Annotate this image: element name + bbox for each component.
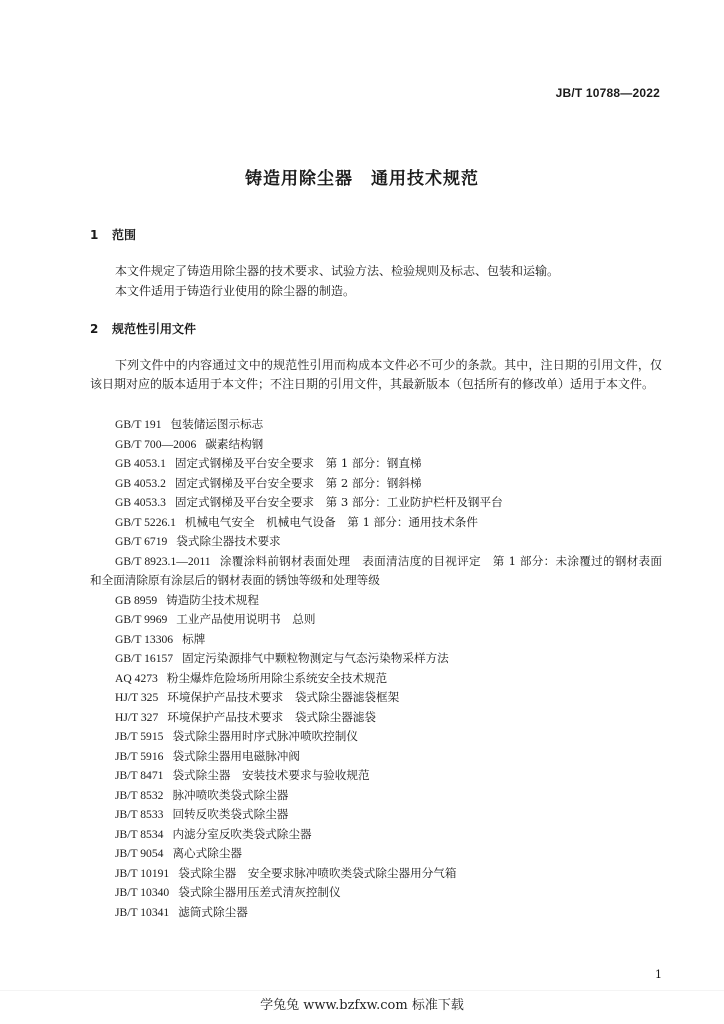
reference-code: JB/T 10341 <box>115 905 170 919</box>
reference-title: 袋式除尘器技术要求 <box>176 534 281 548</box>
reference-title: 固定污染源排气中颗粒物测定与气态污染物采样方法 <box>182 651 449 665</box>
reference-title: 标牌 <box>182 631 206 646</box>
reference-item <box>90 649 662 669</box>
reference-code: GB/T 13306 <box>115 632 174 646</box>
reference-title: 固定式钢梯及平台安全要求 第 1 部分：钢直梯 <box>174 456 422 470</box>
reference-code: GB/T 16157 <box>115 652 174 665</box>
reference-item <box>90 532 662 552</box>
section-1-number: 1 <box>90 228 99 242</box>
reference-title: 涂覆涂料前钢材表面处理 表面清洁度的目视评定 第 1 部分：未涂覆过的钢材表面和全面清除原有涂层后的钢材表面的锈蚀等级和处理等级 <box>90 553 662 587</box>
reference-code: HJ/T 325 <box>115 691 159 704</box>
reference-title: 袋式除尘器用压差式清灰控制仪 <box>178 885 341 899</box>
section-1-title: 范围 <box>112 228 137 242</box>
document-title: 铸造用除尘器 通用技术规范 <box>245 169 479 189</box>
reference-item <box>90 825 662 845</box>
footer-divider <box>0 990 724 991</box>
reference-title: 内滤分室反吹类袋式除尘器 <box>172 826 312 841</box>
reference-code: GB 8959 <box>115 593 158 607</box>
reference-list <box>90 415 662 922</box>
reference-title: 袋式除尘器用电磁脉冲阀 <box>172 748 300 763</box>
reference-title: 粉尘爆炸危险场所用除尘系统安全技术规范 <box>166 670 388 685</box>
reference-item <box>90 688 662 708</box>
reference-title: 袋式除尘器用时序式脉冲喷吹控制仪 <box>172 729 358 743</box>
reference-code: JB/T 9054 <box>115 847 164 860</box>
reference-title: 机械电气安全 机械电气设备 第 1 部分：通用技术条件 <box>184 514 478 529</box>
page-number: 1 <box>655 968 662 981</box>
section-2-number: 2 <box>90 322 99 336</box>
reference-code: GB 4053.2 <box>115 476 166 490</box>
reference-code: GB 4053.1 <box>115 457 166 470</box>
reference-code: JB/T 8471 <box>115 769 164 782</box>
reference-code: GB/T 700—2006 <box>115 437 197 451</box>
reference-title: 包装储运图示标志 <box>170 417 264 431</box>
reference-title: 袋式除尘器 安全要求脉冲喷吹类袋式除尘器用分气箱 <box>178 865 457 880</box>
reference-item <box>90 883 662 903</box>
reference-title: 铸造防尘技术规程 <box>166 592 259 607</box>
reference-code: JB/T 5915 <box>115 730 164 743</box>
reference-item <box>90 493 662 513</box>
reference-code: GB/T 6719 <box>115 535 168 548</box>
reference-code: JB/T 10340 <box>115 886 170 899</box>
reference-title: 固定式钢梯及平台安全要求 第 2 部分：钢斜梯 <box>174 475 422 490</box>
reference-item <box>90 454 662 474</box>
reference-item <box>90 474 662 494</box>
reference-code: GB/T 191 <box>115 418 162 431</box>
reference-item <box>90 747 662 767</box>
reference-title: 环境保护产品技术要求 袋式除尘器滤袋框架 <box>167 690 400 704</box>
reference-item <box>90 630 662 650</box>
reference-code: JB/T 10191 <box>115 866 170 880</box>
reference-item <box>90 435 662 455</box>
reference-item <box>90 669 662 689</box>
reference-code: GB/T 9969 <box>115 613 168 626</box>
reference-item <box>90 766 662 786</box>
reference-item <box>90 415 662 435</box>
reference-code: JB/T 5916 <box>115 749 164 763</box>
reference-item <box>90 591 662 611</box>
reference-title: 袋式除尘器 安装技术要求与验收规范 <box>172 768 370 782</box>
section-2-title: 规范性引用文件 <box>112 322 197 336</box>
reference-title: 工业产品使用说明书 总则 <box>176 612 316 626</box>
reference-code: JB/T 8534 <box>115 827 164 841</box>
reference-item <box>90 610 662 630</box>
reference-title: 脉冲喷吹类袋式除尘器 <box>172 787 289 802</box>
reference-title: 环境保护产品技术要求 袋式除尘器滤袋 <box>167 709 376 724</box>
scope-paragraph-1: 本文件规定了铸造用除尘器的技术要求、试验方法、检验规则及标志、包装和运输。 <box>115 264 560 278</box>
reference-code: AQ 4273 <box>115 671 158 685</box>
reference-item <box>90 864 662 884</box>
reference-code: GB/T 5226.1 <box>115 515 176 529</box>
reference-title: 碳素结构钢 <box>205 436 264 451</box>
reference-item <box>90 786 662 806</box>
reference-item <box>90 805 662 825</box>
reference-item <box>90 552 662 591</box>
reference-code: GB 4053.3 <box>115 496 166 509</box>
reference-item <box>90 708 662 728</box>
reference-item <box>90 513 662 533</box>
reference-title: 固定式钢梯及平台安全要求 第 3 部分：工业防护栏杆及钢平台 <box>174 495 503 509</box>
reference-item <box>90 844 662 864</box>
section-1-heading <box>90 226 136 243</box>
reference-code: GB/T 8923.1—2011 <box>115 554 211 568</box>
reference-code: JB/T 8533 <box>115 808 164 821</box>
reference-title: 离心式除尘器 <box>172 846 243 860</box>
reference-item <box>90 903 662 923</box>
standard-code: JB/T 10788—2022 <box>555 86 660 100</box>
section-2-heading <box>90 320 196 337</box>
reference-title: 滤筒式除尘器 <box>178 904 248 919</box>
reference-title: 回转反吹类袋式除尘器 <box>172 807 289 821</box>
reference-item <box>90 727 662 747</box>
normative-intro-paragraph: 下列文件中的内容通过文中的规范性引用而构成本文件必不可少的条款。其中，注日期的引用文件，仅该日期对应的版本适用于本文件；不注日期的引用文件，其最新版本（包括所有的修改单）适用于本文件。 <box>90 358 662 391</box>
reference-code: HJ/T 327 <box>115 710 159 724</box>
watermark-footer: 学兔兔 www.bzfxw.com 标准下载 <box>260 998 464 1013</box>
scope-paragraph-2: 本文件适用于铸造行业使用的除尘器的制造。 <box>115 284 356 298</box>
reference-code: JB/T 8532 <box>115 788 164 802</box>
